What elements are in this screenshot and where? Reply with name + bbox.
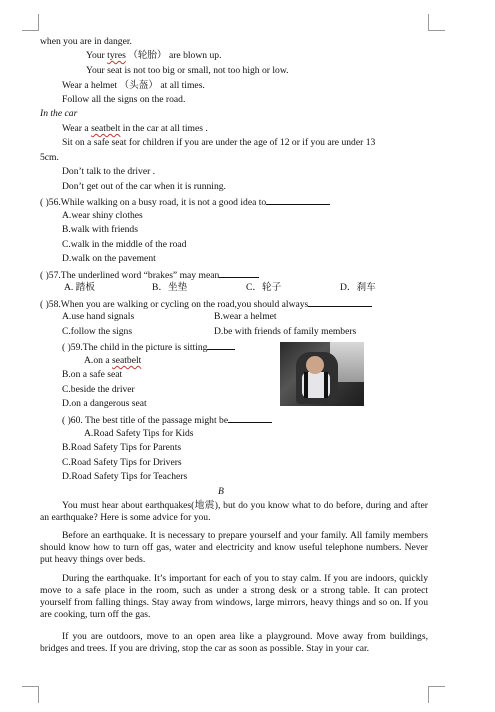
text-fragment: Your [86, 50, 108, 61]
text-line: Don’t get out of the car when it is running. [62, 181, 226, 192]
text-fragment: in the car at all times . [120, 123, 208, 134]
question-59-stem [62, 340, 235, 354]
question-60-option: D.Road Safety Tips for Teachers [62, 471, 188, 482]
question-57-option: A. 踏板 [64, 282, 95, 293]
answer-blank[interactable] [266, 195, 330, 205]
question-57-stem [40, 268, 259, 282]
paragraph: If you are outdoors, move to an open area like a playground. Move away from buildings, bridges and trees. If you are driving, stop the car as soon as possible. Stay in your car. [40, 631, 428, 654]
question-57-option: C．轮子 [246, 282, 282, 293]
underlined-word: seatbelt [91, 123, 121, 134]
question-59-option: C.beside the driver [62, 384, 135, 395]
question-58-option: D.be with friends of family members [214, 326, 357, 337]
question-56-option: B.walk with friends [62, 224, 138, 235]
text-fragment: （轮胎） are blown up. [125, 50, 222, 61]
question-59-option [84, 355, 141, 367]
seat-strap [324, 372, 328, 398]
child-car-seat-photo [280, 342, 364, 406]
section-heading: B [218, 486, 224, 497]
question-57-option: D．刹车 [340, 282, 376, 293]
question-59-option: B.on a safe seat [62, 369, 123, 380]
crop-mark-bottom-left [22, 686, 39, 703]
text-line: Follow all the signs on the road. [62, 94, 186, 105]
question-58-option: B.wear a helmet [214, 311, 277, 322]
question-60-option: A.Road Safety Tips for Kids [84, 428, 194, 439]
question-60-stem [62, 413, 272, 427]
question-60-option: C.Road Safety Tips for Drivers [62, 457, 182, 468]
question-text: ( )57.The underlined word “brakes” may mean [40, 270, 220, 281]
question-56-option: D.walk on the pavement [62, 253, 156, 264]
question-59-option: D.on a dangerous seat [62, 398, 147, 409]
question-58-stem [40, 297, 372, 311]
question-56-stem [40, 195, 330, 209]
text-line: Wear a helmet （头盔） at all times. [62, 80, 205, 91]
crop-mark-top-left [22, 14, 39, 31]
crop-mark-bottom-right [428, 686, 445, 703]
seat-strap [304, 372, 308, 398]
question-58-option: C.follow the signs [62, 326, 133, 337]
text-fragment: Wear a [62, 123, 92, 134]
paragraph: You must hear about earthquakes(地震), but do you know what to do before, during and after an earthquake? Here is some advice for you. [40, 500, 428, 523]
question-text: ( )59.The child in the picture is sitting [62, 342, 208, 353]
paragraph: Before an earthquake. It is necessary to prepare yourself and your family. All family members should know how to turn off gas, water and electricity and know useful telephone numbers. Never put heavy things over beds. [40, 530, 428, 565]
text-line: when you are in danger. [40, 36, 132, 47]
text-line: Your seat is not too big or small, not too high or low. [86, 65, 289, 76]
answer-blank[interactable] [219, 268, 259, 278]
question-56-option: C.walk in the middle of the road [62, 239, 187, 250]
underlined-word: seatbelt [111, 355, 142, 366]
crop-mark-top-right [428, 14, 445, 31]
text-line: Sit on a safe seat for children if you are under the age of 12 or if you are under 13 [62, 137, 376, 148]
text-line: Don’t talk to the driver . [62, 166, 156, 177]
child-head [306, 356, 324, 374]
text-line [62, 123, 208, 135]
question-60-option: B.Road Safety Tips for Parents [62, 442, 182, 453]
subheading: In the car [40, 108, 78, 119]
question-text: ( )58.When you are walking or cycling on the road,you should always [40, 299, 309, 310]
text-line: 5cm. [40, 152, 59, 163]
text-line [86, 50, 221, 62]
question-text: ( )60. The best title of the passage might be [62, 415, 229, 426]
answer-blank[interactable] [207, 340, 235, 350]
text-fragment: A.on a [84, 355, 112, 366]
answer-blank[interactable] [308, 297, 372, 307]
question-56-option: A.wear shiny clothes [62, 210, 143, 221]
question-57-option: B．坐垫 [152, 282, 188, 293]
paragraph: During the earthquake. It’s important for each of you to stay calm. If you are indoors, quickly move to a safe place in the room, such as under a strong desk or a strong table. It can protect yourself from falling things. Stay away from windows, large mirrors, heavy things and so on. If you are cooking, turn off the gas. [40, 573, 428, 620]
underlined-word: tyres [107, 50, 126, 61]
question-58-option: A.use hand signals [62, 311, 135, 322]
question-text: ( )56.While walking on a busy road, it is not a good idea to [40, 197, 267, 208]
answer-blank[interactable] [228, 413, 272, 423]
